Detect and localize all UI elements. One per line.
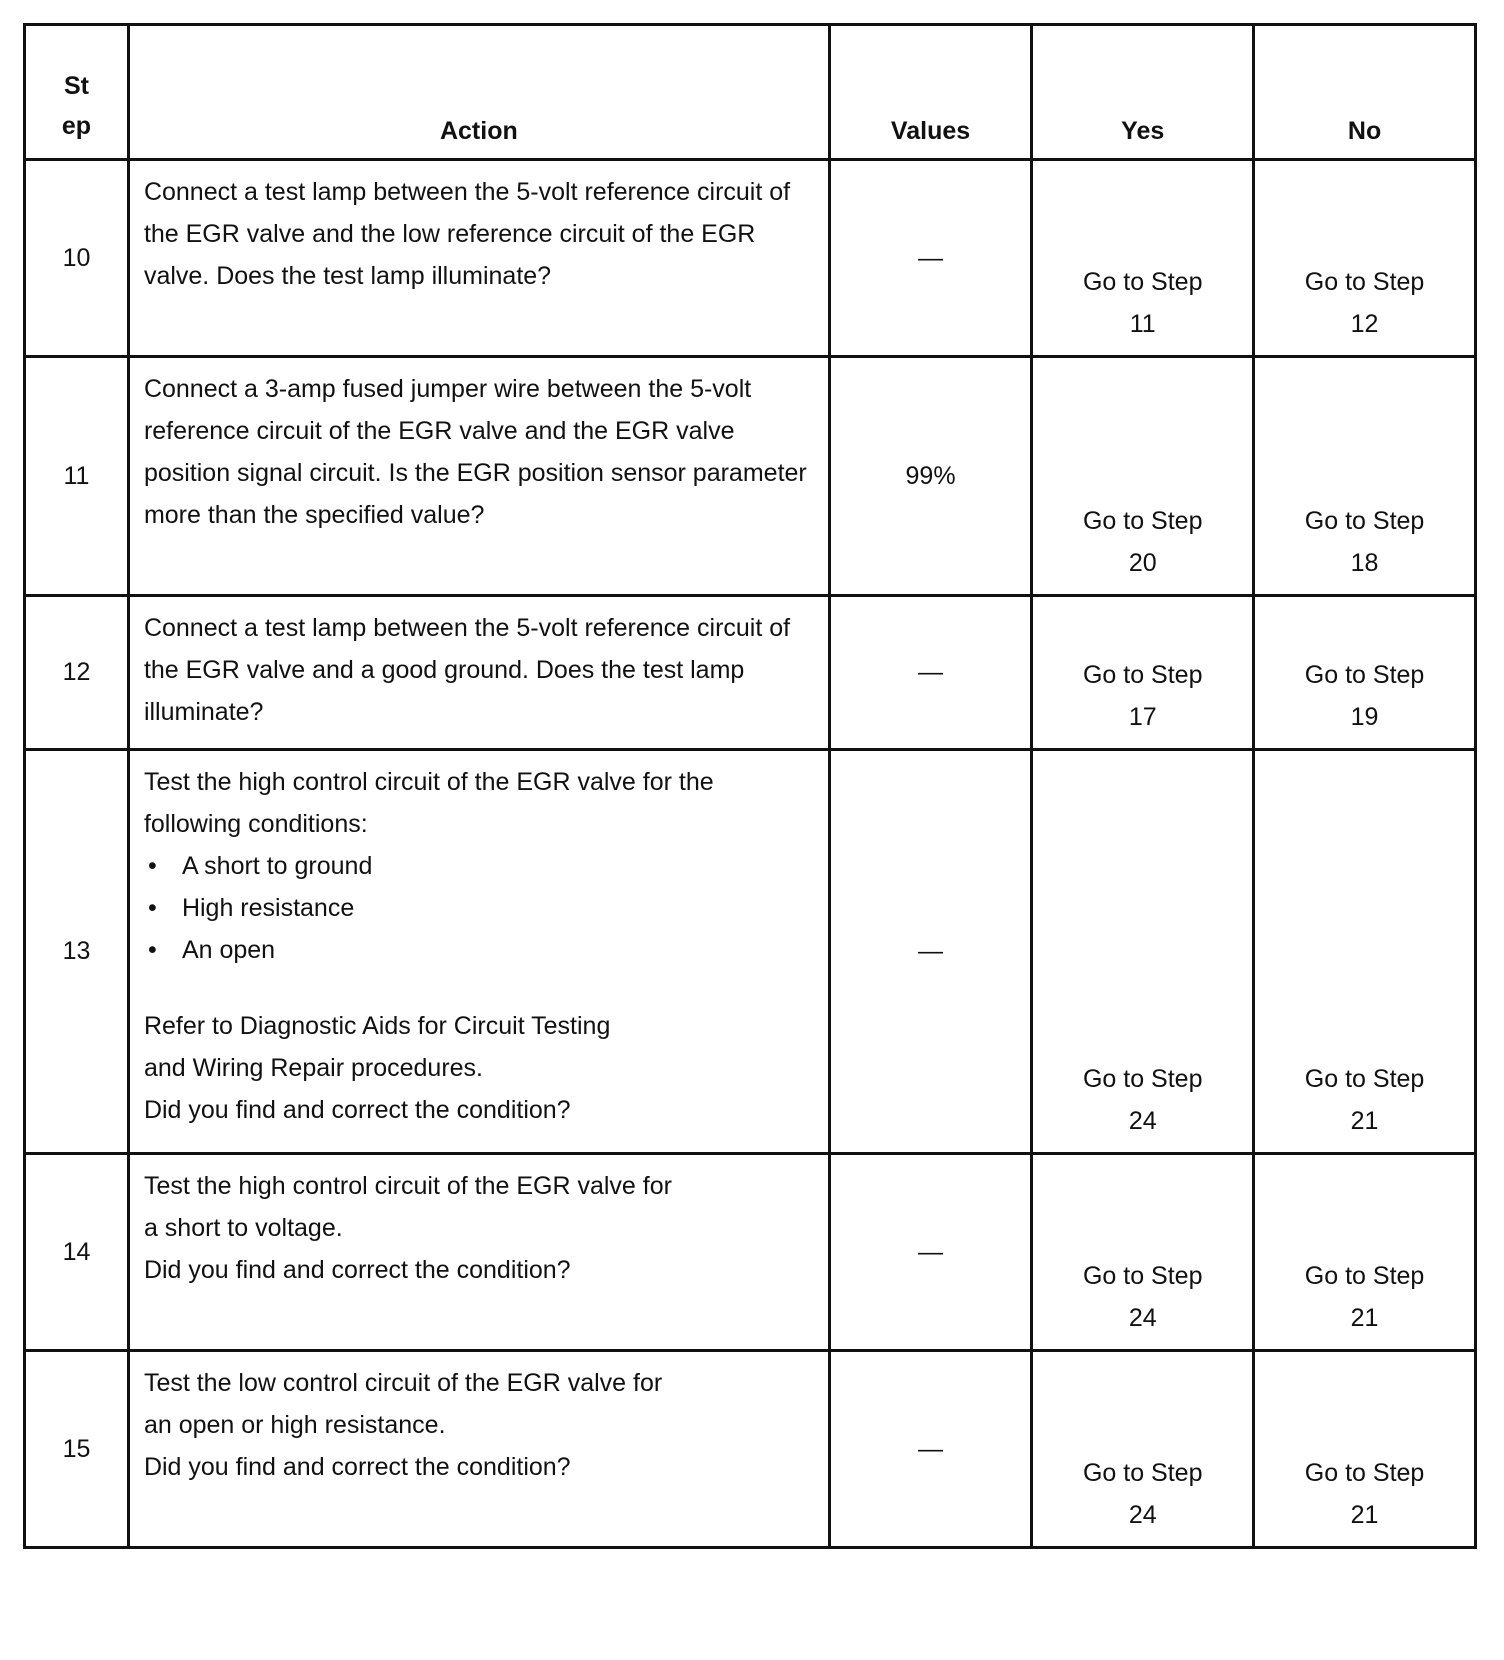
value-cell: 99% — [829, 357, 1032, 596]
action-text: Connect a test lamp between the 5-volt reference circuit of the EGR valve and the low reference circuit of the EGR valve. Does the test lamp illuminate? — [128, 160, 829, 357]
diagnostic-steps-table — [23, 23, 1477, 1549]
goto-label: Go to Step — [1082, 1065, 1203, 1093]
header-step-line2: ep — [61, 112, 92, 140]
yes-cell — [1032, 1154, 1254, 1351]
header-step-line1: St — [63, 72, 89, 100]
yes-step-number: 11 — [1129, 310, 1156, 338]
goto-label: Go to Step — [1304, 1459, 1425, 1487]
no-cell — [1254, 1351, 1476, 1548]
value-cell: — — [829, 160, 1032, 357]
no-step-number: 19 — [1350, 703, 1379, 731]
action-refer-line1: Refer to Diagnostic Aids for Circuit Testing — [143, 1012, 611, 1040]
no-cell — [1254, 750, 1476, 1154]
no-cell — [1254, 357, 1476, 596]
action-question: Did you find and correct the condition? — [143, 1453, 571, 1481]
no-step-number: 21 — [1350, 1304, 1379, 1332]
step-number: 10 — [25, 160, 129, 357]
yes-cell — [1032, 160, 1254, 357]
value-cell: — — [829, 1154, 1032, 1351]
condition-list — [144, 845, 814, 971]
action-text — [128, 1154, 829, 1351]
step-number: 11 — [25, 357, 129, 596]
action-intro: Test the high control circuit of the EGR valve for the following conditions: — [143, 768, 714, 838]
yes-step-number: 24 — [1128, 1304, 1157, 1332]
action-text: Connect a test lamp between the 5-volt reference circuit of the EGR valve and a good ground. Does the test lamp illuminate? — [128, 596, 829, 750]
no-step-number: 12 — [1350, 310, 1379, 338]
no-step-number: 21 — [1350, 1107, 1379, 1135]
table-row — [25, 357, 1476, 596]
goto-label: Go to Step — [1082, 268, 1203, 296]
no-step-number: 21 — [1350, 1501, 1379, 1529]
yes-cell — [1032, 750, 1254, 1154]
value-cell: — — [829, 750, 1032, 1154]
header-action: Action — [128, 25, 829, 160]
goto-label: Go to Step — [1304, 1065, 1425, 1093]
step-number: 15 — [25, 1351, 129, 1548]
yes-step-number: 24 — [1128, 1501, 1157, 1529]
no-step-number: 18 — [1350, 549, 1379, 577]
action-line1: Test the low control circuit of the EGR valve for — [143, 1369, 663, 1397]
value-cell: — — [829, 1351, 1032, 1548]
yes-step-number: 20 — [1128, 549, 1157, 577]
action-question: Did you find and correct the condition? — [143, 1256, 571, 1284]
yes-cell — [1032, 1351, 1254, 1548]
action-text — [128, 750, 829, 1154]
list-item: • An open — [144, 929, 814, 971]
list-item: • A short to ground — [144, 845, 814, 887]
table-row — [25, 160, 1476, 357]
no-cell — [1254, 1154, 1476, 1351]
header-yes: Yes — [1032, 25, 1254, 160]
header-no: No — [1254, 25, 1476, 160]
step-number: 13 — [25, 750, 129, 1154]
goto-label: Go to Step — [1082, 507, 1203, 535]
no-cell — [1254, 596, 1476, 750]
header-step — [25, 25, 129, 160]
table-row — [25, 596, 1476, 750]
goto-label: Go to Step — [1304, 661, 1425, 689]
yes-cell — [1032, 596, 1254, 750]
goto-label: Go to Step — [1082, 1262, 1203, 1290]
step-number: 14 — [25, 1154, 129, 1351]
header-values: Values — [829, 25, 1032, 160]
step-number: 12 — [25, 596, 129, 750]
action-refer-line2: and Wiring Repair procedures. — [143, 1054, 483, 1082]
action-line1: Test the high control circuit of the EGR valve for — [143, 1172, 672, 1200]
no-cell — [1254, 160, 1476, 357]
goto-label: Go to Step — [1304, 268, 1425, 296]
goto-label: Go to Step — [1082, 661, 1203, 689]
action-text: Connect a 3-amp fused jumper wire between the 5-volt reference circuit of the EGR valve and the EGR valve position signal circuit. Is the EGR position sensor parameter more than the specified value? — [128, 357, 829, 596]
table-header-row — [25, 25, 1476, 160]
goto-label: Go to Step — [1082, 1459, 1203, 1487]
yes-cell — [1032, 357, 1254, 596]
goto-label: Go to Step — [1304, 1262, 1425, 1290]
goto-label: Go to Step — [1304, 507, 1425, 535]
list-item: • High resistance — [144, 887, 814, 929]
yes-step-number: 17 — [1128, 703, 1157, 731]
yes-step-number: 24 — [1128, 1107, 1157, 1135]
value-cell: — — [829, 596, 1032, 750]
table-row — [25, 750, 1476, 1154]
action-text — [128, 1351, 829, 1548]
action-question: Did you find and correct the condition? — [143, 1096, 571, 1124]
table-row — [25, 1351, 1476, 1548]
action-line2: an open or high resistance. — [143, 1411, 446, 1439]
action-line2: a short to voltage. — [143, 1214, 343, 1242]
table-row — [25, 1154, 1476, 1351]
